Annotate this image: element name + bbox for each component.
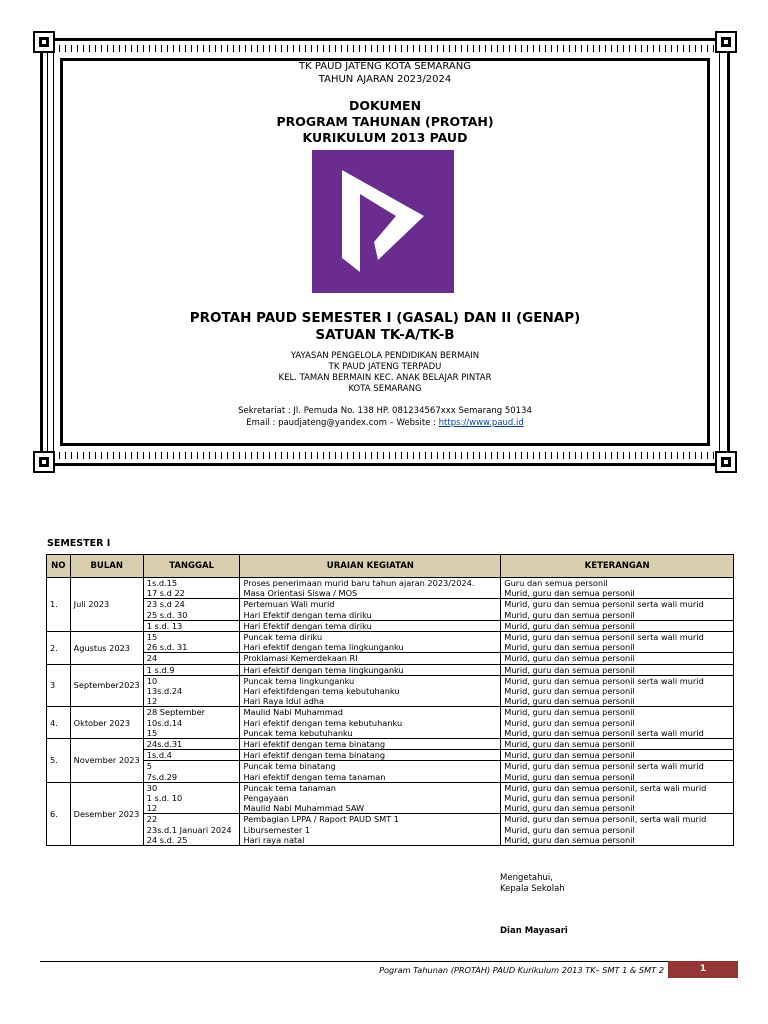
cell-date: 22: [143, 814, 240, 825]
cell-month: Desember 2023: [70, 782, 143, 845]
cell-date: 24: [143, 653, 240, 664]
cell-activity: Hari efektifdengan tema kebutuhanku: [240, 686, 501, 696]
table-row: [47, 620, 734, 631]
cell-date: 17 s.d 22: [143, 588, 240, 599]
cell-note: Murid, guru dan semua personil: [501, 739, 734, 750]
cell-activity: Proses penerimaan murid baru tahun ajaran 2023/2024.: [240, 578, 501, 589]
corner-ornament-icon: [33, 31, 55, 53]
secretariat-address: Sekretariat : Jl. Pemuda No. 138 HP. 081234567xxx Semarang 50134: [238, 406, 532, 416]
cell-date: 5: [143, 761, 240, 772]
cell-note: Murid, guru dan semua personil: [501, 696, 734, 707]
corner-ornament-icon: [715, 31, 737, 53]
cell-note: Murid, guru dan semua personil serta wali murid: [501, 761, 734, 772]
cell-activity: Hari efektif dengan tema kebutuhanku: [240, 718, 501, 728]
cell-date: 23 s.d 24: [143, 599, 240, 610]
cell-date: 26 s.d. 31: [143, 642, 240, 653]
principal-label: Kepala Sekolah: [500, 884, 565, 894]
cell-note: Murid, guru dan semua personil: [501, 620, 734, 631]
protah-title: PROTAH PAUD SEMESTER I (GASAL) DAN II (GENAP): [189, 310, 581, 326]
footer-divider: [40, 961, 738, 962]
program-table: [46, 554, 734, 846]
school-name: TK PAUD JATENG KOTA SEMARANG: [299, 61, 471, 72]
cell-activity: Hari efektif dengan tema tanaman: [240, 772, 501, 783]
table-row: [47, 772, 734, 783]
doc-heading: DOKUMEN: [348, 98, 422, 113]
cell-no: 6.: [47, 782, 71, 845]
cell-activity: Pertemuan Wali murid: [240, 599, 501, 610]
table-header-row: [47, 555, 734, 578]
table-row: [47, 803, 734, 814]
cell-note: Murid, guru dan semua personil: [501, 803, 734, 814]
corner-ornament-icon: [33, 451, 55, 473]
cell-note: Guru dan semua personil: [501, 578, 734, 589]
cell-month: Juli 2023: [70, 578, 143, 632]
cell-note: Murid, guru dan semua personil serta wali murid: [501, 599, 734, 610]
contact-line: [60, 418, 710, 429]
org-line-2: TK PAUD JATENG TERPADU: [328, 362, 442, 372]
cell-note: Murid, guru dan semua personil: [501, 642, 734, 653]
table-row: [47, 782, 734, 793]
cell-activity: Hari efektif dengan tema binatang: [240, 739, 501, 750]
table-row: [47, 835, 734, 846]
cell-note: Murid, guru dan semua personil: [501, 835, 734, 846]
cell-note: Murid, guru dan semua personil, serta wali murid: [501, 782, 734, 793]
cell-activity: Hari Efektif dengan tema diriku: [240, 620, 501, 631]
cell-note: Murid, guru dan semua personil: [501, 664, 734, 675]
table-row: [47, 588, 734, 599]
cell-note: Murid, guru dan semua personil: [501, 718, 734, 728]
cell-note: Murid, guru dan semua personil: [501, 772, 734, 783]
table-row: [47, 825, 734, 835]
table-row: [47, 664, 734, 675]
cell-date: 15: [143, 728, 240, 739]
table-row: [47, 578, 734, 589]
cell-note: Murid, guru dan semua personil: [501, 653, 734, 664]
cell-activity: Hari efektif dengan tema lingkunganku: [240, 642, 501, 653]
website-link[interactable]: https://www.paud.id: [438, 418, 524, 428]
table-row: [47, 686, 734, 696]
cell-activity: Puncak tema binatang: [240, 761, 501, 772]
header-no: NO: [47, 555, 71, 578]
cell-date: 30: [143, 782, 240, 793]
cell-note: Murid, guru dan semua personil: [501, 588, 734, 599]
cell-date: 12: [143, 696, 240, 707]
footer-text: Pogram Tahunan (PROTAH) PAUD Kurikulum 2013 TK– SMT 1 & SMT 2: [379, 965, 664, 975]
cell-date: 28 September: [143, 707, 240, 718]
cell-no: 5.: [47, 739, 71, 783]
cell-date: 15: [143, 632, 240, 643]
cell-note: Murid, guru dan semua personil, serta wali murid: [501, 814, 734, 825]
doc-curriculum: KURIKULUM 2013 PAUD: [302, 130, 468, 145]
cell-activity: Puncak tema lingkunganku: [240, 675, 501, 686]
table-row: [47, 761, 734, 772]
table-row: [47, 675, 734, 686]
cell-activity: Hari efektif dengan tema binatang: [240, 750, 501, 761]
table-row: [47, 632, 734, 643]
table-row: [47, 739, 734, 750]
cell-no: 1.: [47, 578, 71, 632]
academic-year: TAHUN AJARAN 2023/2024: [318, 74, 452, 85]
cell-date: 24s.d.31: [143, 739, 240, 750]
cell-activity: Pembagian LPPA / Raport PAUD SMT 1: [240, 814, 501, 825]
cell-date: 7s.d.29: [143, 772, 240, 783]
cell-date: 1 s.d.9: [143, 664, 240, 675]
cell-activity: Hari Raya Idul adha: [240, 696, 501, 707]
cell-date: 1 s.d. 10: [143, 793, 240, 803]
cell-date: 1 s.d. 13: [143, 620, 240, 631]
table-row: [47, 642, 734, 653]
table-body: [47, 578, 734, 846]
cell-activity: Hari efektif dengan tema lingkunganku: [240, 664, 501, 675]
cell-activity: Puncak tema kebutuhanku: [240, 728, 501, 739]
email-text: Email : paudjateng@yandex.com – Website :: [246, 418, 439, 428]
cell-month: November 2023: [70, 739, 143, 783]
table-row: [47, 599, 734, 610]
cell-date: 10: [143, 675, 240, 686]
cell-date: 1s.d.15: [143, 578, 240, 589]
cell-note: Murid, guru dan semua personil serta wali murid: [501, 632, 734, 643]
cell-note: Murid, guru dan semua personil: [501, 707, 734, 718]
cell-activity: Masa Orientasi Siswa / MOS: [240, 588, 501, 599]
table-row: [47, 653, 734, 664]
header-activity: URAIAN KEGIATAN: [240, 555, 501, 578]
cell-date: 24 s.d. 25: [143, 835, 240, 846]
org-line-4: KOTA SEMARANG: [348, 384, 422, 394]
table-row: [47, 696, 734, 707]
table-row: [47, 728, 734, 739]
table-row: [47, 718, 734, 728]
cell-activity: Maulid Nabi Muhammad: [240, 707, 501, 718]
cell-date: 13s.d.24: [143, 686, 240, 696]
table-row: [47, 750, 734, 761]
semester-label: SEMESTER I: [47, 538, 111, 549]
cell-activity: Puncak tema tanaman: [240, 782, 501, 793]
table-row: [47, 707, 734, 718]
cell-month: Oktober 2023: [70, 707, 143, 739]
cell-activity: Puncak tema diriku: [240, 632, 501, 643]
cell-activity: Hari Efektif dengan tema diriku: [240, 610, 501, 621]
table-row: [47, 610, 734, 621]
cell-note: Murid, guru dan semua personil serta wali murid: [501, 675, 734, 686]
cell-date: 1s.d.4: [143, 750, 240, 761]
cell-activity: Proklamasi Kemerdekaan RI: [240, 653, 501, 664]
page-number: 1: [668, 961, 738, 978]
cell-date: 25 s.d. 30: [143, 610, 240, 621]
cell-note: Murid, guru dan semua personil: [501, 610, 734, 621]
table-row: [47, 814, 734, 825]
doc-program-title: PROGRAM TAHUNAN (PROTAH): [276, 114, 494, 129]
cell-note: Murid, guru dan semua personil: [501, 750, 734, 761]
principal-name: Dian Mayasari: [500, 926, 568, 936]
cell-month: September2023: [70, 664, 143, 707]
cell-no: 3: [47, 664, 71, 707]
cell-no: 2.: [47, 632, 71, 665]
cell-activity: Hari raya natal: [240, 835, 501, 846]
unit-title: SATUAN TK-A/TK-B: [315, 327, 455, 343]
cell-no: 4.: [47, 707, 71, 739]
corner-ornament-icon: [715, 451, 737, 473]
header-note: KETERANGAN: [501, 555, 734, 578]
header-date: TANGGAL: [143, 555, 240, 578]
cell-date: 23s.d.1 Januari 2024: [143, 825, 240, 835]
cell-activity: Maulid Nabi Muhammad SAW: [240, 803, 501, 814]
cell-activity: Libursemester 1: [240, 825, 501, 835]
table-row: [47, 793, 734, 803]
header-month: BULAN: [70, 555, 143, 578]
acknowledged-label: Mengetahui,: [500, 873, 553, 883]
cell-note: Murid, guru dan semua personil: [501, 793, 734, 803]
org-line-1: YAYASAN PENGELOLA PENDIDIKAN BERMAIN: [290, 351, 480, 361]
cell-note: Murid, guru dan semua personil: [501, 825, 734, 835]
cell-note: Murid, guru dan semua personil: [501, 686, 734, 696]
paud-logo: [312, 150, 454, 293]
cell-date: 10s.d.14: [143, 718, 240, 728]
cell-month: Agustus 2023: [70, 632, 143, 665]
cell-date: 12: [143, 803, 240, 814]
cell-note: Murid, guru dan semua personil serta wali murid: [501, 728, 734, 739]
cell-activity: Pengayaan: [240, 793, 501, 803]
org-line-3: KEL. TAMAN BERMAIN KEC. ANAK BELAJAR PINTAR: [278, 373, 492, 383]
play-logo-icon: [312, 150, 454, 293]
